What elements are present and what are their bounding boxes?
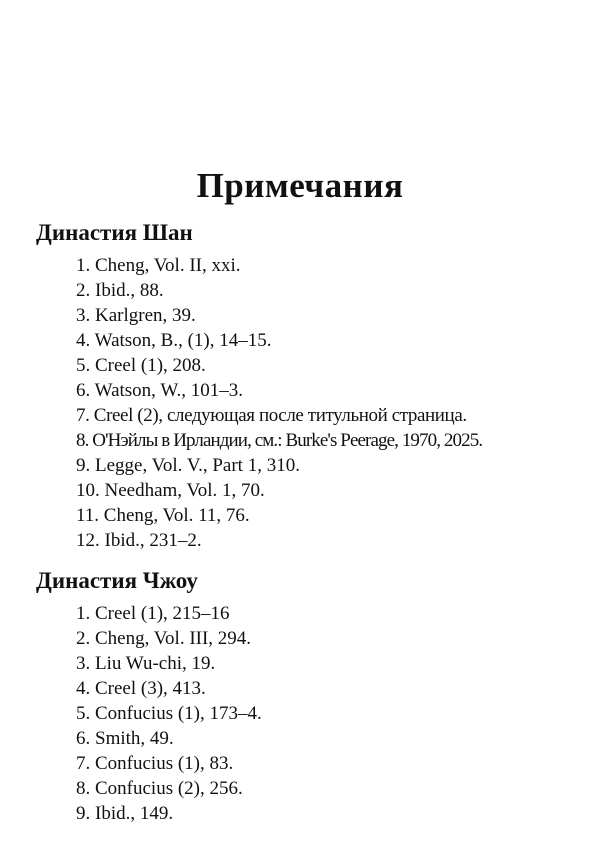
page-title: Примечания — [196, 166, 404, 205]
note-item: 9. Legge, Vol. V., Part 1, 310. — [76, 455, 300, 476]
note-item: 9. Ibid., 149. — [76, 803, 174, 824]
note-item: 11. Cheng, Vol. 11, 76. — [76, 505, 250, 526]
note-item: 2. Ibid., 88. — [76, 280, 164, 301]
note-item: 1. Cheng, Vol. II, xxi. — [76, 255, 241, 276]
section-heading-zhou: Династия Чжоу — [36, 568, 198, 593]
notes-list-shang — [76, 253, 482, 553]
note-item: 2. Cheng, Vol. III, 294. — [76, 628, 252, 649]
note-item: 8. O'Нэйлы в Ирландии, см.: Burke's Peerage, 1970, 2025. — [76, 430, 483, 451]
note-item: 12. Ibid., 231–2. — [76, 530, 202, 551]
note-item: 6. Smith, 49. — [76, 728, 174, 749]
note-item: 3. Liu Wu-chi, 19. — [76, 653, 216, 674]
note-item: 7. Creel (2), следующая после титульной страница. — [76, 405, 467, 426]
note-item: 4. Creel (3), 413. — [76, 678, 206, 699]
note-item: 3. Karlgren, 39. — [76, 305, 196, 326]
note-item: 4. Watson, B., (1), 14–15. — [76, 330, 272, 351]
note-item: 1. Creel (1), 215–16 — [76, 603, 230, 624]
section-heading-shang: Династия Шан — [36, 220, 193, 245]
note-item: 5. Creel (1), 208. — [76, 355, 206, 376]
notes-list-zhou — [76, 601, 262, 826]
note-item: 5. Confucius (1), 173–4. — [76, 703, 262, 724]
note-item: 6. Watson, W., 101–3. — [76, 380, 244, 401]
note-item: 10. Needham, Vol. 1, 70. — [76, 480, 265, 501]
note-item: 8. Confucius (2), 256. — [76, 778, 243, 799]
note-item: 7. Confucius (1), 83. — [76, 753, 234, 774]
